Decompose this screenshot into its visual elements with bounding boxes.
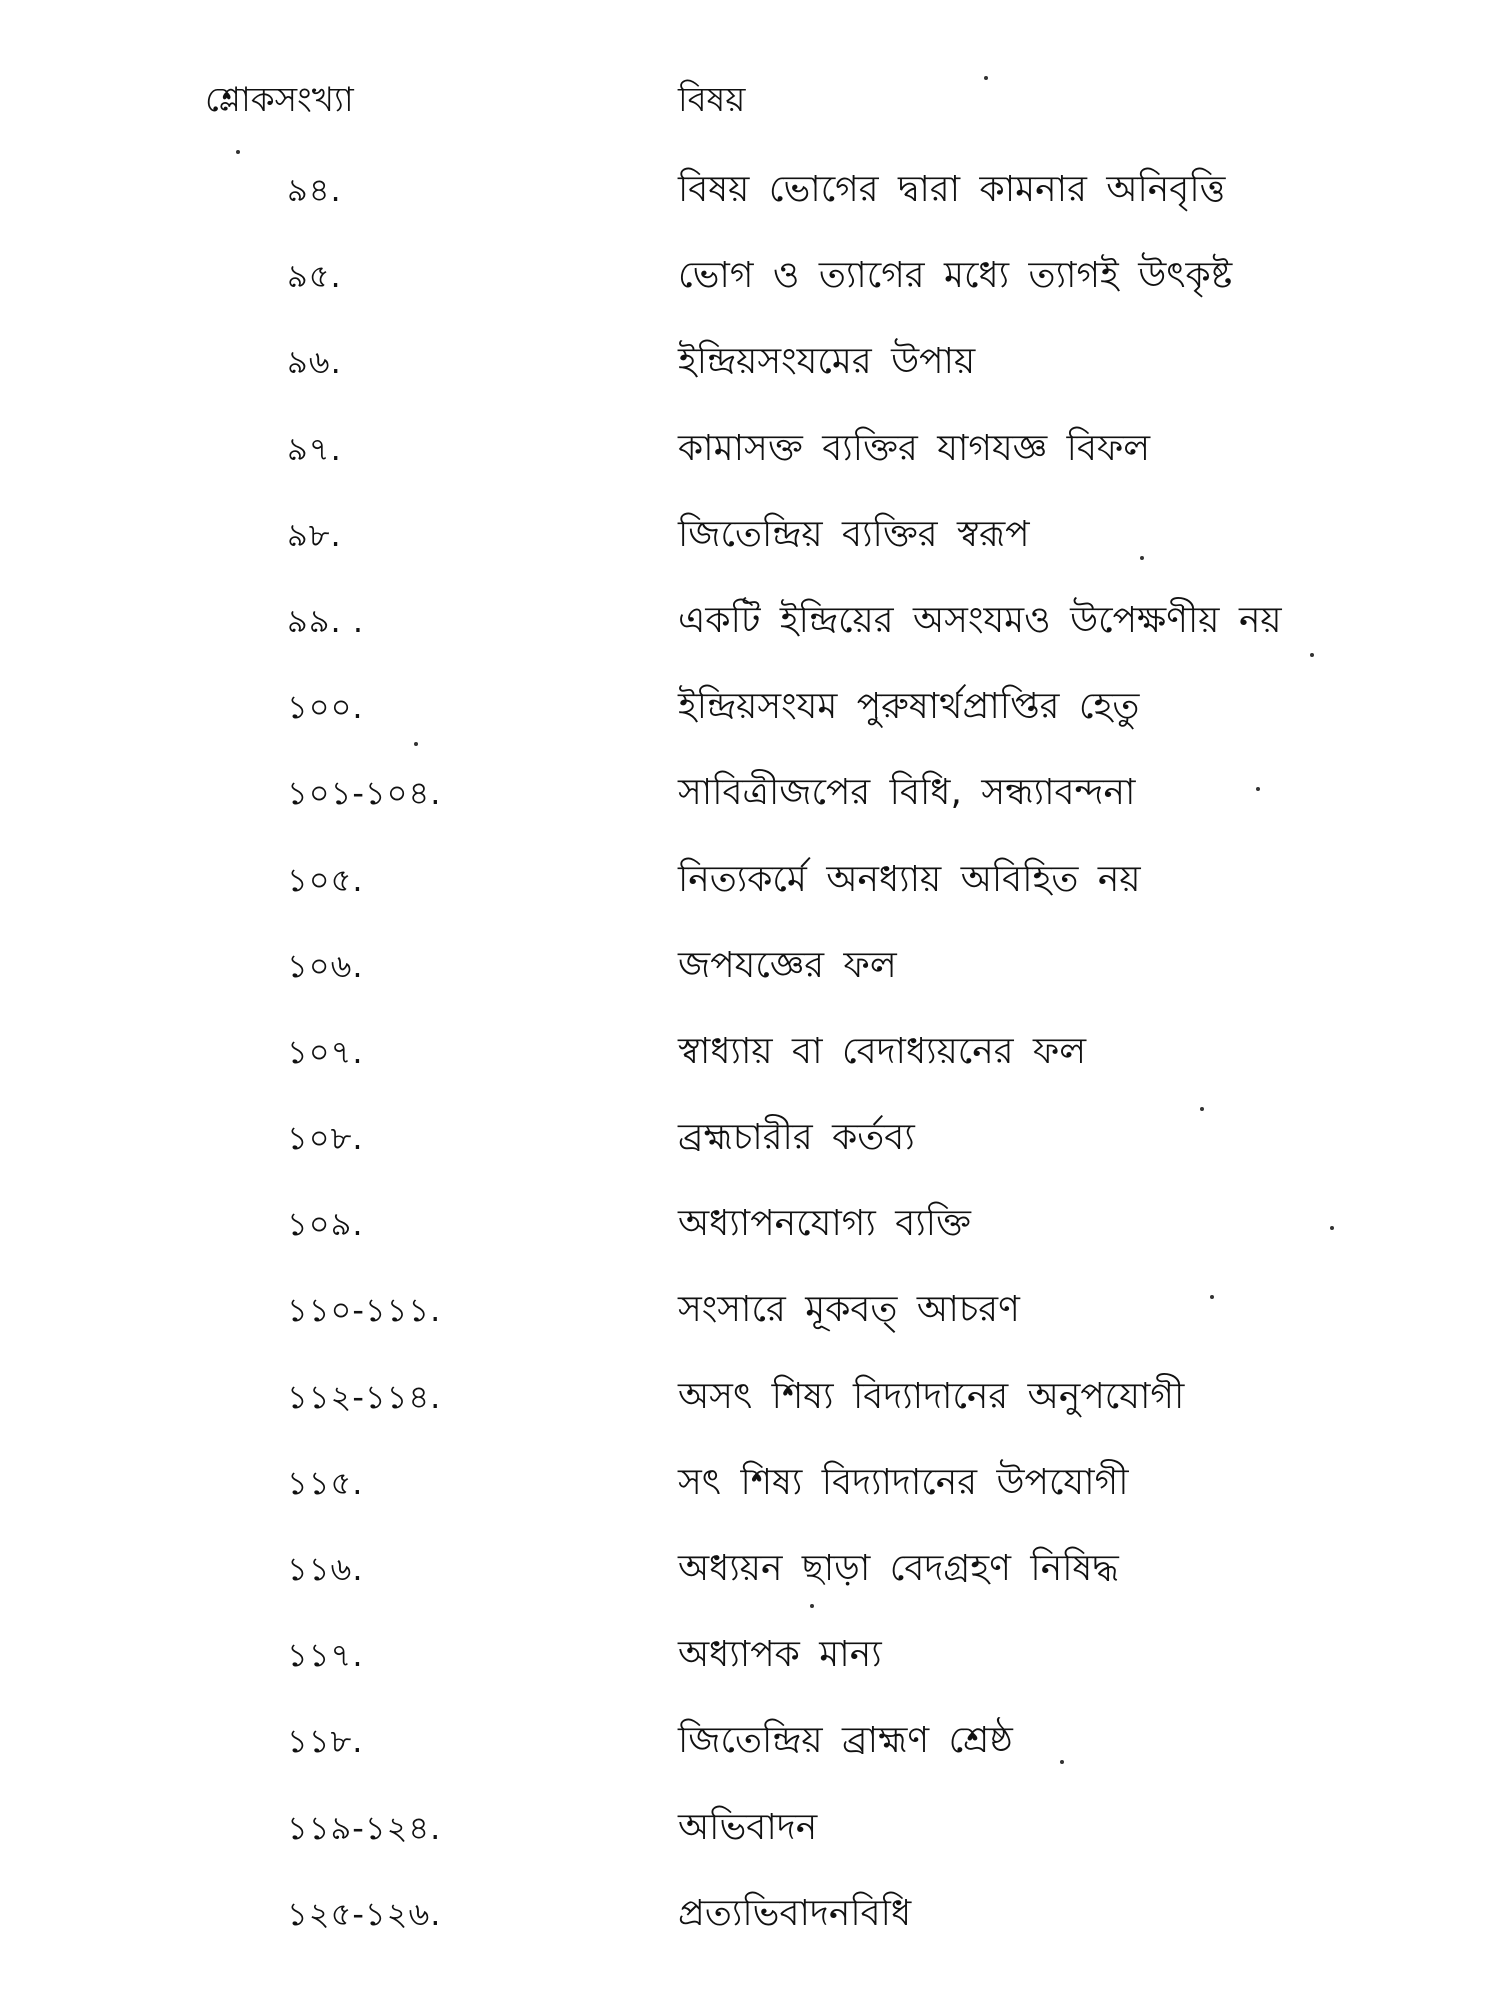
list-item: [0, 332, 1500, 418]
subject-text: ইন্দ্রিয়সংযম পুরুষার্থপ্রাপ্তির হেতু: [678, 686, 1140, 728]
verse-number-column-header: শ্লোকসংখ্যা: [205, 80, 354, 120]
subject-text: একটি ইন্দ্রিয়ের অসংযমও উপেক্ষণীয় নয়: [678, 599, 1282, 641]
verse-number: ১১৮.: [287, 1722, 364, 1761]
verse-number: ৯৫.: [287, 257, 342, 296]
list-item: [0, 677, 1500, 763]
print-speck: [1140, 556, 1144, 560]
list-item: [0, 1367, 1500, 1453]
print-speck: [236, 150, 240, 154]
list-item: [0, 505, 1500, 591]
verse-number: ১১৯-১২৪.: [287, 1808, 442, 1847]
print-speck: [1330, 1226, 1334, 1230]
list-item: [0, 936, 1500, 1022]
verse-number: ১০৭.: [287, 1032, 364, 1071]
verse-number: ১১২-১১৪.: [287, 1377, 442, 1416]
verse-number: ১০৯.: [287, 1205, 364, 1244]
subject-text: অধ্যয়ন ছাড়া বেদগ্রহণ নিষিদ্ধ: [678, 1548, 1119, 1589]
verse-number: ১০৬.: [287, 946, 364, 985]
subject-text: অসৎ শিষ্য বিদ্যাদানের অনুপযোগী: [678, 1375, 1185, 1417]
subject-text: স্বাধ্যায় বা বেদাধ্যয়নের ফল: [678, 1030, 1087, 1072]
subject-text: ইন্দ্রিয়সংযমের উপায়: [678, 341, 976, 383]
list-item: [0, 1798, 1500, 1884]
list-item: [0, 591, 1500, 677]
list-item: [0, 850, 1500, 936]
subject-text: কামাসক্ত ব্যক্তির যাগযজ্ঞ বিফল: [678, 427, 1151, 469]
verse-number: ১০৮.: [287, 1119, 364, 1158]
verse-number: ১১৫.: [287, 1463, 364, 1502]
verse-number: ১১৬.: [287, 1550, 364, 1588]
verse-number: ১১৭.: [287, 1636, 364, 1675]
subject-text: অধ্যাপনযোগ্য ব্যক্তি: [678, 1203, 972, 1245]
verse-number: ১০১-১০৪.: [287, 774, 442, 813]
subject-text: অভিবাদন: [678, 1806, 818, 1848]
print-speck: [1310, 653, 1314, 657]
list-item: [0, 419, 1500, 505]
subject-text: সাবিত্রীজপের বিধি, সন্ধ্যাবন্দনা: [678, 772, 1136, 814]
print-speck: [414, 742, 418, 746]
print-speck: [984, 76, 988, 80]
print-speck: [1200, 1107, 1204, 1111]
verse-number: ১০৫.: [287, 860, 364, 899]
list-item: [0, 763, 1500, 849]
subject-text: জপযজ্ঞের ফল: [678, 944, 897, 986]
subject-text: অধ্যাপক মান্য: [678, 1634, 882, 1676]
verse-number: ৯৮.: [287, 515, 342, 554]
print-speck: [1210, 1295, 1214, 1299]
contents-list: [0, 160, 1500, 1970]
print-speck: [1256, 787, 1260, 791]
print-speck: [1060, 1760, 1064, 1764]
subject-text: ব্রহ্মচারীর কর্তব্য: [678, 1117, 915, 1159]
list-item: [0, 1453, 1500, 1539]
verse-number: ১২৫-১২৬.: [287, 1894, 442, 1933]
verse-number: ৯৪.: [287, 171, 342, 209]
table-header: [0, 70, 1500, 130]
subject-text: নিত্যকর্মে অনধ্যায় অবিহিত নয়: [678, 858, 1141, 900]
list-item: [0, 160, 1500, 246]
verse-number: ৯৬.: [287, 343, 342, 382]
list-item: [0, 1108, 1500, 1194]
verse-number: ৯৭.: [287, 429, 342, 468]
list-item: [0, 1194, 1500, 1280]
verse-number: ১১০-১১১.: [287, 1291, 442, 1330]
list-item: [0, 1280, 1500, 1366]
subject-text: ভোগ ও ত্যাগের মধ্যে ত্যাগই উৎকৃষ্ট: [678, 255, 1233, 297]
verse-number: ৯৯. .: [287, 601, 365, 640]
verse-number: ১০০.: [287, 688, 364, 727]
list-item: [0, 246, 1500, 332]
subject-text: জিতেন্দ্রিয় ব্যক্তির স্বরূপ: [678, 513, 1030, 555]
subject-text: সৎ শিষ্য বিদ্যাদানের উপযোগী: [678, 1461, 1129, 1503]
list-item: [0, 1884, 1500, 1970]
subject-column-header: বিষয়: [678, 80, 746, 120]
list-item: [0, 1625, 1500, 1711]
list-item: [0, 1022, 1500, 1108]
subject-text: বিষয় ভোগের দ্বারা কামনার অনিবৃত্তি: [678, 169, 1226, 210]
list-item: [0, 1539, 1500, 1625]
subject-text: সংসারে মূকবত্ আচরণ: [678, 1289, 1020, 1331]
print-speck: [810, 1604, 814, 1608]
subject-text: জিতেন্দ্রিয় ব্রাহ্মণ শ্রেষ্ঠ: [678, 1720, 1013, 1762]
subject-text: প্রত্যভিবাদনবিধি: [678, 1892, 912, 1934]
list-item: [0, 1711, 1500, 1797]
